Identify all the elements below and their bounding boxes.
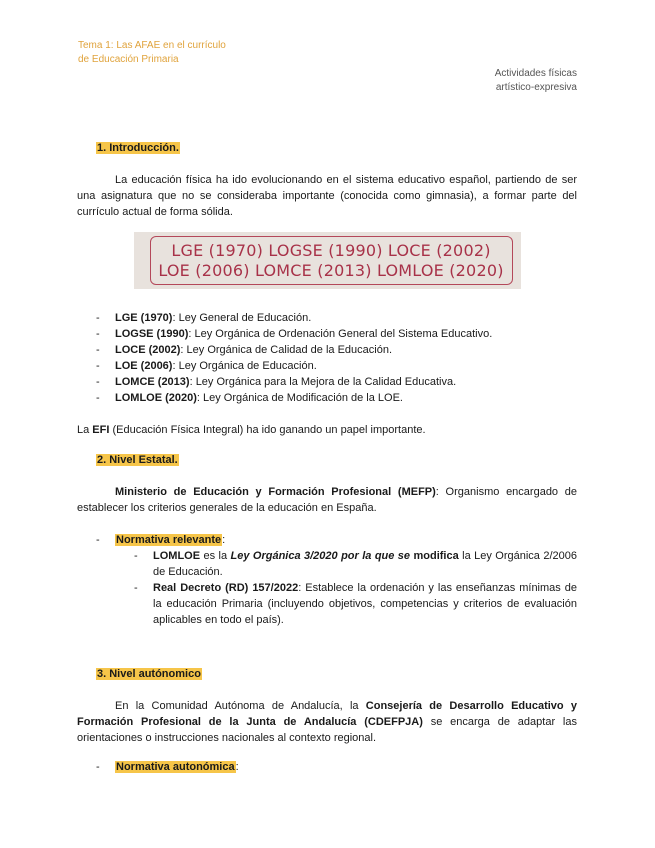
efi-paragraph: La EFI (Educación Física Integral) ha ido ganando un papel importante.: [77, 424, 426, 436]
section-title-introduccion: 1. Introducción.: [97, 142, 179, 154]
banner-line-1: LGE (1970) LOGSE (1990) LOCE (2002): [171, 240, 491, 260]
normativa-autonomica-heading: - Normativa autonómica:: [77, 759, 577, 775]
document-topic-header: [78, 39, 226, 67]
banner-line-2: LOE (2006) LOMCE (2013) LOMLOE (2020): [158, 260, 504, 280]
topic-line-1: Tema 1: Las AFAE en el currículo: [78, 40, 226, 51]
list-item: - LGE (1970): Ley General de Educación.: [77, 310, 577, 326]
list-item: - Real Decreto (RD) 157/2022: Establece la ordenación y las enseñanzas mínimas de la educación Primaria (incluyendo objetivos, competencias y criterios de evaluación aplicables en todo el país).: [77, 580, 577, 628]
list-item: - LOE (2006): Ley Orgánica de Educación.: [77, 358, 577, 374]
list-item: - LOMCE (2013): Ley Orgánica para la Mejora de la Calidad Educativa.: [77, 374, 577, 390]
section-title-estatal: 2. Nivel Estatal.: [97, 454, 178, 466]
intro-paragraph: La educación física ha ido evolucionando en el sistema educativo español, partiendo de ser una asignatura que no se consideraba importante (conocida como gimnasia), a formar parte del currículo actual de forma sólida.: [77, 174, 577, 218]
list-item: - LOMLOE (2020): Ley Orgánica de Modificación de la LOE.: [77, 390, 577, 406]
subject-line-2: artístico-expresiva: [495, 82, 577, 93]
autonomico-paragraph: En la Comunidad Autónoma de Andalucía, la Consejería de Desarrollo Educativo y Formación Profesional de la Junta de Andalucía (CDEFPJA) se encarga de adaptar las orientaciones o instrucciones nacionales al contexto regional.: [77, 700, 578, 744]
section-title-autonomico: 3. Nivel autónomico: [97, 668, 201, 680]
laws-list: [77, 310, 577, 406]
document-body: [77, 140, 577, 775]
normativa-relevante-list: [77, 548, 577, 628]
subject-line-1: Actividades físicas: [494, 68, 577, 79]
list-item: - LOMLOE es la Ley Orgánica 3/2020 por la que se modifica la Ley Orgánica 2/2006 de Educación.: [77, 548, 577, 580]
topic-line-2: de Educación Primaria: [78, 54, 179, 65]
list-item: - LOCE (2002): Ley Orgánica de Calidad de la Educación.: [77, 342, 577, 358]
list-item: - LOGSE (1990): Ley Orgánica de Ordenación General del Sistema Educativo.: [77, 326, 577, 342]
mefp-paragraph: Ministerio de Educación y Formación Profesional (MEFP): Organismo encargado de establecer los criterios generales de la educación en España.: [77, 486, 577, 514]
document-subject-header: [495, 67, 577, 95]
normativa-relevante-heading: - Normativa relevante:: [77, 532, 577, 548]
laws-timeline-banner: [134, 232, 521, 289]
